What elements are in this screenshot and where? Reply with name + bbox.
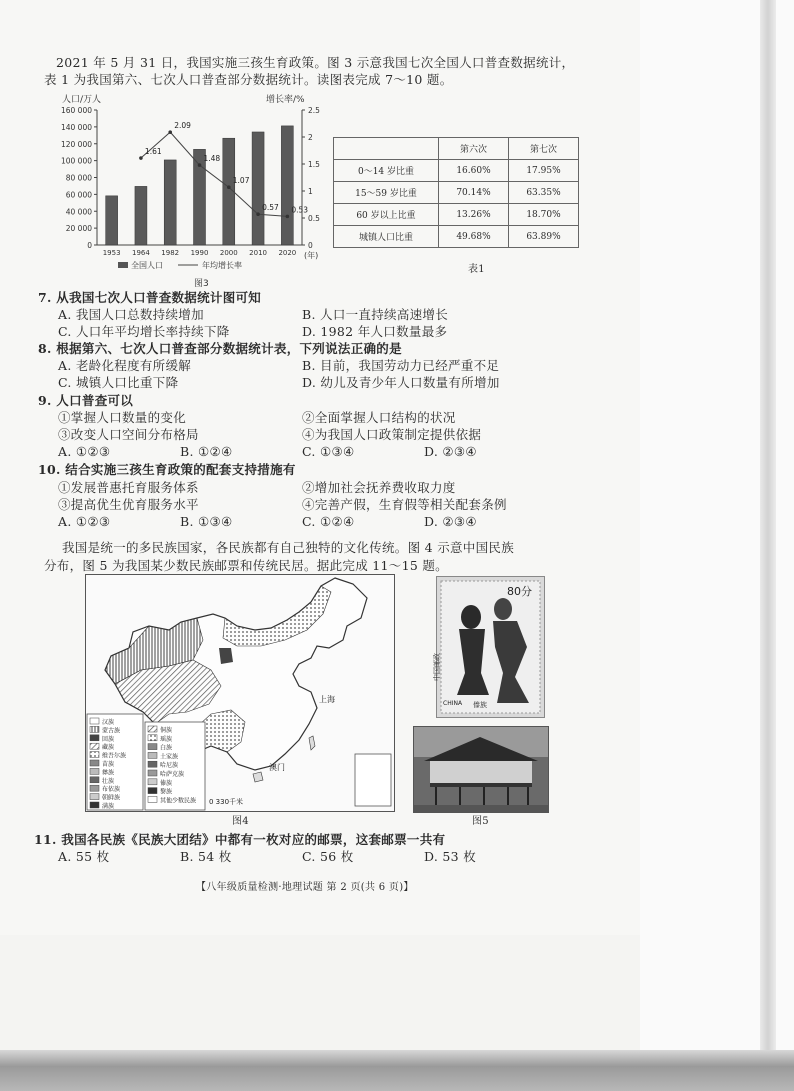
legend-label: 朝鲜族 [102,794,121,802]
q11-option-b: B. 54 枚 [180,849,232,864]
right-tick-label: 0.5 [308,214,320,223]
growth-rate-label: 1.48 [203,154,221,164]
q7-option-c: C. 人口年平均增长率持续下降 [58,324,230,339]
left-tick-label: 80 000 [65,173,92,183]
table-header-row [334,138,579,160]
growth-rate-label: 1.07 [232,176,250,186]
page-fold-shadow [760,0,776,1091]
legend-swatch [90,743,99,749]
stamp-value: 80分 [507,585,532,598]
legend-swatch [90,777,99,783]
legend-label: 傣族 [160,779,173,787]
right-tick-label: 0 [308,241,313,250]
table-header-cell [334,138,439,160]
legend-swatch [90,794,99,800]
q9-item-2: ②全面掌握人口结构的状况 [302,410,456,425]
year-unit: (年) [304,251,319,260]
legend-label: 哈萨克族 [160,771,185,778]
q10-item-4: ④完善产假，生育假等相关配套条例 [302,497,507,512]
x-tick-label: 2010 [249,249,267,257]
legend-line-label: 年均增长率 [202,261,242,270]
legend-label: 苗族 [102,761,115,768]
legend-swatch [148,770,157,776]
legend-swatch [90,802,99,808]
growth-rate-point [139,156,143,160]
legend-swatch [148,744,157,750]
dancer-figure [494,598,512,620]
legend-label: 其他少数民族 [160,797,197,805]
ethnic-stamp-image [433,576,545,718]
stamp-roman: CHINA [443,700,463,707]
legend-label: 哈尼族 [160,762,179,770]
q9-option-c: C. ①③④ [302,444,355,459]
legend-swatch [148,761,157,767]
legend-swatch [90,718,99,724]
q8-option-b: B. 目前，我国劳动力已经严重不足 [302,358,500,373]
x-tick-label: 1982 [161,249,180,257]
x-tick-label: 2020 [278,249,297,257]
legend-swatch [148,726,157,732]
q10-item-3: ③提高优生优育服务水平 [58,497,199,512]
table-cell: 60 岁以上比重 [334,204,439,226]
q7-stem: 7. 从我国七次人口普查数据统计图可知 [38,290,262,305]
stamp-ethnic: 傣族 [473,701,487,709]
left-tick-label: 160 000 [60,106,92,115]
right-tick-label: 1.5 [308,160,320,169]
intro2-line-1: 我国是统一的多民族国家，各民族都有自己独特的文化传统。图 4 示意中国民族 [62,540,515,555]
right-tick-label: 2 [308,133,313,142]
legend-label: 满族 [102,803,115,810]
q7-option-a: A. 我国人口总数持续增加 [58,307,204,322]
left-tick-label: 40 000 [65,207,92,217]
page-footer: 【八年级质量检测·地理试题 第 2 页(共 6 页)】 [196,882,414,893]
table-row [334,160,579,182]
q10-option-c: C. ①②④ [302,514,355,529]
legend-label: 黎族 [160,788,173,796]
legend-swatch [90,785,99,791]
q9-item-4: ④为我国人口政策制定提供依据 [302,427,482,442]
q9-item-1: ①掌握人口数量的变化 [58,410,187,425]
growth-rate-label: 0.53 [291,205,309,215]
growth-rate-point [256,212,260,216]
south-china-sea-inset [355,754,391,806]
map-scale: 0 330千米 [209,798,244,806]
growth-rate-label: 2.09 [174,121,191,131]
right-tick-label: 2.5 [308,106,320,115]
population-chart [52,92,336,288]
growth-rate-label: 0.57 [262,203,279,213]
q10-item-1: ①发展普惠托育服务体系 [58,480,199,495]
legend-label: 藏族 [102,744,115,752]
q9-option-b: B. ①②④ [180,444,233,459]
table1-caption: 表1 [468,264,485,275]
legend-swatch [90,735,99,741]
q10-item-2: ②增加社会抚养费收取力度 [302,480,456,495]
population-bar [164,160,176,245]
scanner-margin [640,0,794,1091]
q7-option-b: B. 人口一直持续高速增长 [302,307,449,322]
table-row [334,182,579,204]
q10-stem: 10. 结合实施三孩生育政策的配套支持措施有 [38,462,296,477]
map-label-macau: 澳门 [269,763,285,772]
population-bar [135,186,147,245]
table-cell: 49.68% [439,226,509,248]
legend-label: 布依族 [102,786,121,794]
q7-option-d: D. 1982 年人口数量最多 [302,324,448,339]
intro2-line-2: 分布，图 5 为我国某少数民族邮票和传统民居。据此完成 11～15 题。 [44,558,448,573]
traditional-house-image [413,726,549,813]
legend-swatch [148,779,157,785]
map-label-shanghai: 上海 [319,695,335,704]
x-tick-label: 1964 [132,249,150,257]
legend-label: 白族 [160,744,173,752]
census-table [333,137,579,248]
q8-option-d: D. 幼儿及青少年人口数量有所增加 [302,375,500,390]
table-cell: 70.14% [439,182,509,204]
left-tick-label: 20 000 [65,224,92,234]
population-bar [106,196,118,245]
table-cell: 18.70% [509,204,579,226]
right-axis-label: 增长率/% [266,95,305,105]
q8-stem: 8. 根据第六、七次人口普查部分数据统计表，下列说法正确的是 [38,341,402,356]
q10-option-a: A. ①②③ [58,514,111,529]
figure5-caption: 图5 [472,816,489,827]
legend-swatch [90,760,99,766]
growth-rate-label: 1.61 [144,147,162,157]
population-bar [281,126,293,245]
q10-option-b: B. ①③④ [180,514,233,529]
x-tick-label: 1953 [102,249,121,257]
legend-swatch [148,796,157,802]
left-tick-label: 0 [87,241,92,250]
legend-label: 土家族 [160,753,179,761]
legend-swatch [148,735,157,741]
growth-rate-point [286,215,290,219]
q9-option-a: A. ①②③ [58,444,111,459]
q10-option-d: D. ②③④ [424,514,477,529]
stamp-country: 中国邮政 [433,653,441,681]
legend-swatch [148,752,157,758]
right-tick-label: 1 [308,187,313,196]
legend-label: 回族 [102,735,115,743]
legend-swatch [148,788,157,794]
q9-stem: 9. 人口普查可以 [38,393,134,408]
table-cell: 63.89% [509,226,579,248]
q11-stem: 11. 我国各民族《民族大团结》中都有一枚对应的邮票，这套邮票一共有 [34,832,446,847]
figure3-caption: 图3 [194,279,209,289]
table-cell: 16.60% [439,160,509,182]
q9-option-d: D. ②③④ [424,444,477,459]
x-tick-label: 1990 [190,249,209,257]
legend-swatch [90,768,99,774]
left-tick-label: 60 000 [65,190,92,200]
table-cell: 17.95% [509,160,579,182]
table-cell: 0～14 岁比重 [334,160,439,182]
legend-swatch [90,726,99,732]
legend-label: 侗族 [160,727,173,734]
growth-rate-point [168,130,172,134]
scanner-edge [0,1050,794,1091]
q11-option-d: D. 53 枚 [424,849,477,864]
growth-rate-point [198,163,202,167]
x-tick-label: 2000 [219,249,238,257]
table-cell: 13.26% [439,204,509,226]
intro-line-2: 表 1 为我国第六、七次人口普查部分数据统计。读图表完成 7～10 题。 [44,72,453,87]
table-header-cell: 第六次 [439,138,509,160]
left-axis-label: 人口/万人 [62,95,102,105]
ethnic-distribution-map [85,574,395,812]
population-bar [252,132,264,245]
legend-bar-label: 全国人口 [131,261,163,270]
dancer-figure [461,605,481,629]
table-row [334,204,579,226]
legend-label: 彝族 [102,769,115,777]
q11-option-c: C. 56 枚 [302,849,354,864]
table-cell: 15～59 岁比重 [334,182,439,204]
legend-bar-swatch [118,262,128,268]
growth-rate-point [227,185,231,189]
table-row [334,226,579,248]
left-tick-label: 100 000 [60,156,92,166]
legend-label: 汉族 [102,719,115,726]
table-cell: 63.35% [509,182,579,204]
map-legend-box-2 [145,722,205,810]
map-legend-box-1 [87,714,143,810]
legend-label: 瑶族 [160,735,173,743]
q8-option-a: A. 老龄化程度有所缓解 [58,358,192,373]
table-header-cell: 第七次 [509,138,579,160]
q8-option-c: C. 城镇人口比重下降 [58,375,179,390]
hainan-island [253,772,263,782]
left-tick-label: 120 000 [60,139,92,149]
legend-swatch [90,752,99,758]
figure4-caption: 图4 [232,816,249,827]
legend-label: 蒙古族 [102,727,121,735]
table-cell: 城镇人口比重 [334,226,439,248]
intro-line-1: 2021 年 5 月 31 日，我国实施三孩生育政策。图 3 示意我国七次全国人口普查数据统计， [56,55,575,70]
q11-option-a: A. 55 枚 [58,849,110,864]
legend-label: 维吾尔族 [102,752,127,760]
ningxia-region [219,648,233,664]
left-tick-label: 140 000 [60,122,92,132]
q9-item-3: ③改变人口空间分布格局 [58,427,199,442]
legend-label: 壮族 [102,777,115,785]
